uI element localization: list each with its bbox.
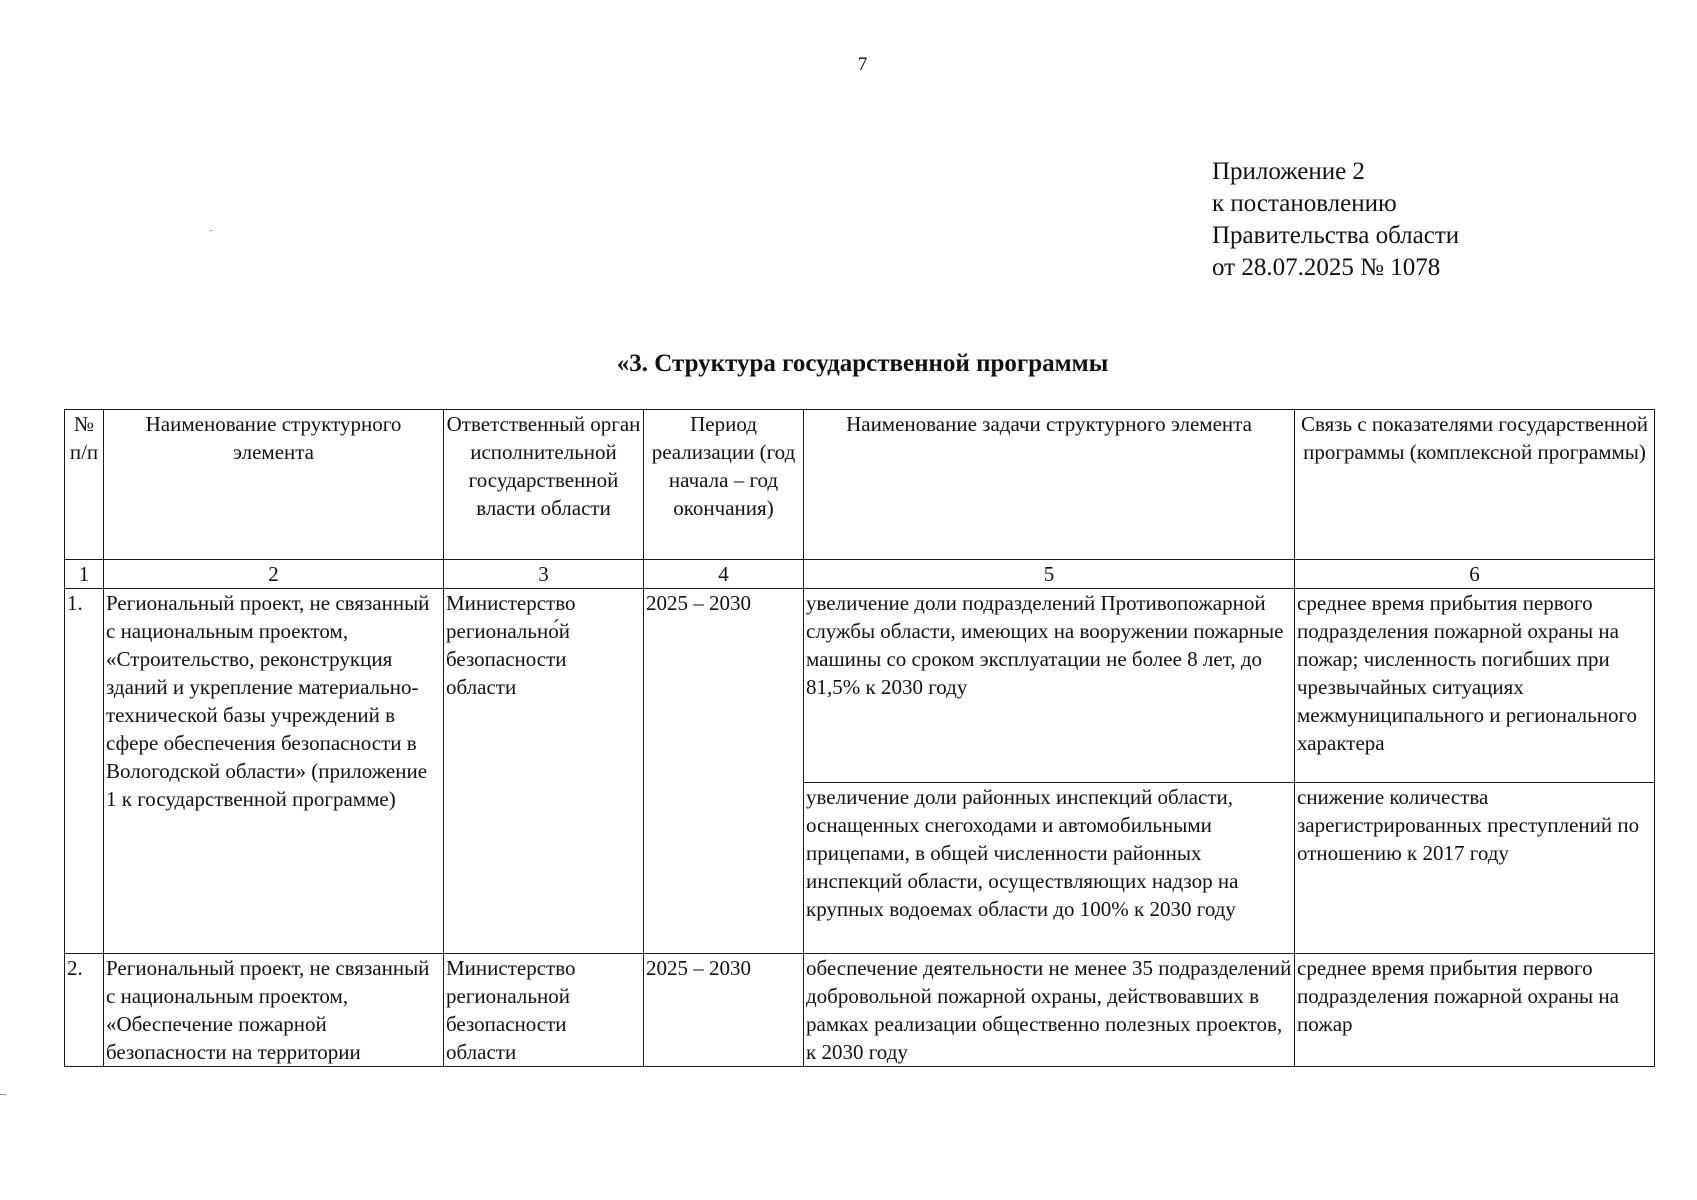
column-number: 2 (104, 560, 444, 589)
column-number: 1 (65, 560, 104, 589)
task-name: обеспечение деятельности не менее 35 подразделений добровольной пожарной охраны, действовавших в рамках реализации общественно полезных проектов, к 2030 году (804, 954, 1295, 1067)
header-cell-authority: Ответственный орган исполнительной государственной власти области (444, 410, 644, 560)
indicator-link: среднее время прибытия первого подразделения пожарной охраны на пожар; численность погибших при чрезвычайных ситуациях межмуниципального и регионального характера (1295, 589, 1655, 783)
row-number: 1. (65, 589, 104, 954)
table-header-row (65, 410, 1655, 560)
header-cell-num: № п/п (65, 410, 104, 560)
column-number-row (65, 560, 1655, 589)
column-number: 4 (644, 560, 804, 589)
column-number: 3 (444, 560, 644, 589)
task-name: увеличение доли подразделений Противопожарной службы области, имеющих на вооружении пожарные машины со сроком эксплуатации не более 8 лет, до 81,5% к 2030 году (804, 589, 1295, 783)
header-cell-period: Период реализации (год начала – год окончания) (644, 410, 804, 560)
responsible-authority: Министерство региональной безопасности области (444, 954, 644, 1067)
element-name: Региональный проект, не связанный с национальным проектом, «Строительство, реконструкция зданий и укрепление материально-технической базы учреждений в сфере обеспечения безопасности в Вологодской области» (приложение 1 к государственной программе) (104, 589, 444, 954)
margin-mark (0, 1094, 6, 1095)
implementation-period: 2025 – 2030 (644, 954, 804, 1067)
appendix-line: от 28.07.2025 № 1078 (1212, 254, 1441, 281)
responsible-authority: Министерство регионально́й безопасности области (444, 589, 644, 954)
indicator-link: снижение количества зарегистрированных преступлений по отношению к 2017 году (1295, 783, 1655, 954)
header-cell-element: Наименование структурного элемента (104, 410, 444, 560)
row-number: 2. (65, 954, 104, 1067)
column-number: 6 (1295, 560, 1655, 589)
section-title: «3. Структура государственной программы (616, 350, 1109, 377)
table-row (65, 954, 1655, 1067)
task-name: увеличение доли районных инспекций области, оснащенных снегоходами и автомобильными прицепами, в общей численности районных инспекций области, осуществляющих надзор на крупных водоемах области до 100% к 2030 году (804, 783, 1295, 954)
element-name: Региональный проект, не связанный с национальным проектом, «Обеспечение пожарной безопасности на территории (104, 954, 444, 1067)
appendix-line: Приложение 2 (1212, 158, 1365, 185)
appendix-block (1212, 156, 1459, 284)
appendix-line: Правительства области (1212, 222, 1460, 249)
header-cell-link: Связь с показателями государственной программы (комплексной программы) (1295, 410, 1655, 560)
table-row (65, 589, 1655, 783)
structure-table (64, 409, 1655, 1067)
scan-speck (210, 230, 212, 231)
column-number: 5 (804, 560, 1295, 589)
page-number: 7 (857, 54, 868, 75)
indicator-link: среднее время прибытия первого подразделения пожарной охраны на пожар (1295, 954, 1655, 1067)
appendix-line: к постановлению (1212, 190, 1397, 217)
header-cell-task: Наименование задачи структурного элемента (804, 410, 1295, 560)
implementation-period: 2025 – 2030 (644, 589, 804, 954)
